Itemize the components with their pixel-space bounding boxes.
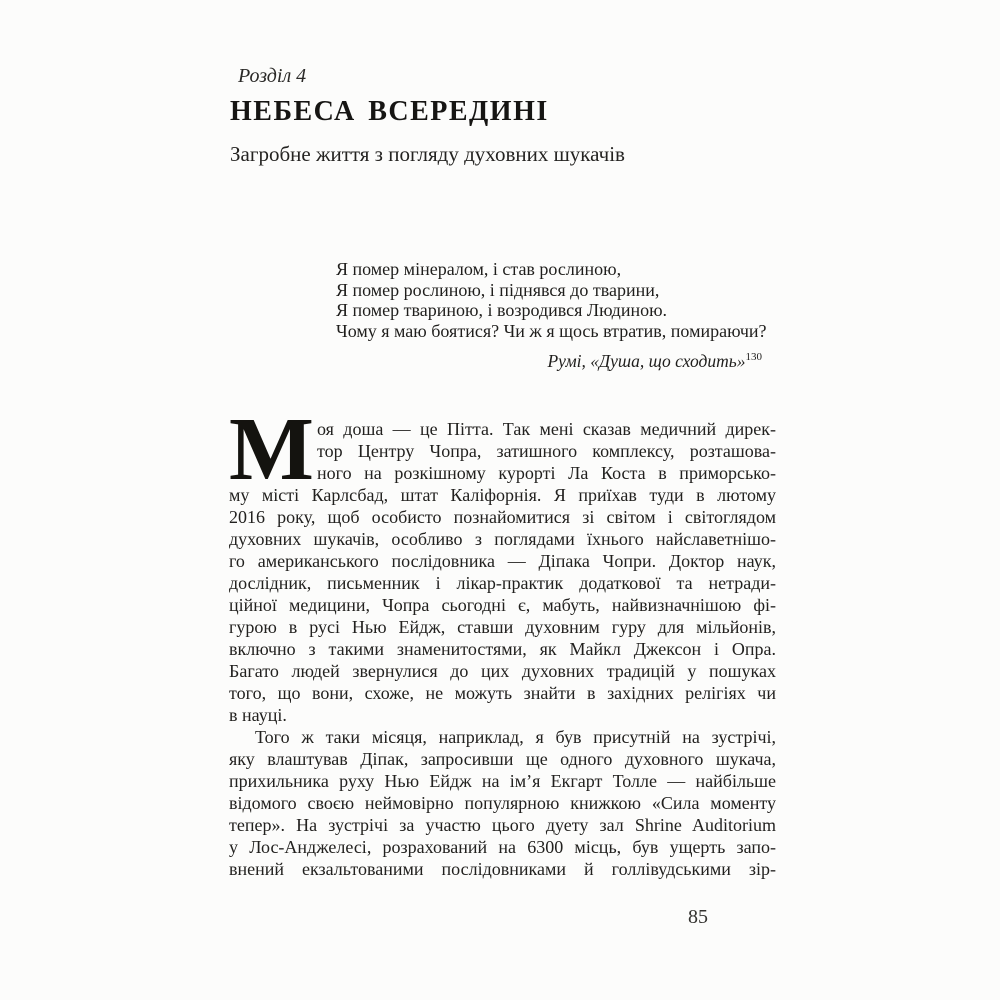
text-line: у Лос-Анджелесі, розрахований на 6300 місць, був ущерть запо- (229, 837, 776, 857)
text-line: Я помер твариною, і возродився Людиною. (336, 300, 668, 320)
text-line: Багато людей звернулися до цих духовних традицій у пошуках (229, 661, 776, 681)
text-line: 2016 року, щоб особисто познайомитися зі світом і світоглядом (229, 507, 776, 527)
text-line: оя доша — це Пітта. Так мені сказав медичний дирек- (317, 419, 776, 439)
text-line: Я помер мінералом, і став рослиною, (336, 259, 622, 279)
text-line: Я помер рослиною, і піднявся до тварини, (336, 279, 660, 300)
text-line: того, що вони, схоже, не можуть знайти в західних релігіях чи (229, 683, 776, 703)
body-text (229, 400, 776, 880)
attribution-text: Румі, «Душа, що сходить» (547, 351, 746, 371)
paragraph-second (229, 726, 776, 880)
drop-cap: М (229, 400, 314, 499)
paragraph-first (229, 400, 776, 726)
chapter-subtitle: Загробне життя з погляду духовних шукачів (230, 142, 625, 166)
text-line: ного на розкішному курорті Ла Коста в приморсько- (317, 463, 776, 483)
text-line: тор Центру Чопра, затишного комплексу, розташова- (317, 441, 776, 461)
epigraph (336, 259, 776, 372)
text-line: в науці. (229, 705, 287, 725)
chapter-title: НЕБЕСА ВСЕРЕДИНІ (230, 96, 549, 127)
epigraph-attribution (336, 350, 776, 372)
text-line: духовних шукачів, особливо з поглядами їхнього найславетнішо- (229, 529, 776, 549)
footnote-reference: 130 (745, 351, 762, 364)
text-line: яку влаштував Діпак, запросивши ще одного духовного шукача, (229, 749, 776, 769)
text-line: відомого своєю неймовірно популярною книжкою «Сила моменту (229, 793, 776, 813)
page-number: 85 (688, 906, 708, 928)
text-line: внений екзальтованими послідовниками й голлівудськими зір- (229, 859, 776, 879)
chapter-label: Розділ 4 (238, 65, 307, 87)
text-line: Того ж таки місяця, наприклад, я був присутній на зустрічі, (255, 727, 776, 747)
text-line: тепер». На зустрічі за участю цього дуету зал Shrine Auditorium (229, 815, 776, 835)
text-line: Чому я маю боятися? Чи ж я щось втратив, помираючи? (336, 320, 767, 341)
epigraph-verse (336, 259, 776, 341)
text-line: дослідник, письменник і лікар-практик додаткової та нетради- (229, 573, 776, 593)
text-line: го американського послідовника — Діпака Чопри. Доктор наук, (229, 551, 776, 571)
text-line: гурою в русі Нью Ейдж, ставши духовним гуру для мільйонів, (229, 617, 776, 637)
text-line: включно з такими знаменитостями, як Майкл Джексон і Опра. (229, 639, 776, 659)
text-line: прихильника руху Нью Ейдж на ім’я Екгарт Толле — найбільше (229, 771, 776, 791)
text-line: му місті Карлсбад, штат Каліфорнія. Я приїхав туди в лютому (229, 485, 776, 505)
text-line: ційної медицини, Чопра сьогодні є, мабуть, найвизначнішою фі- (229, 595, 776, 615)
